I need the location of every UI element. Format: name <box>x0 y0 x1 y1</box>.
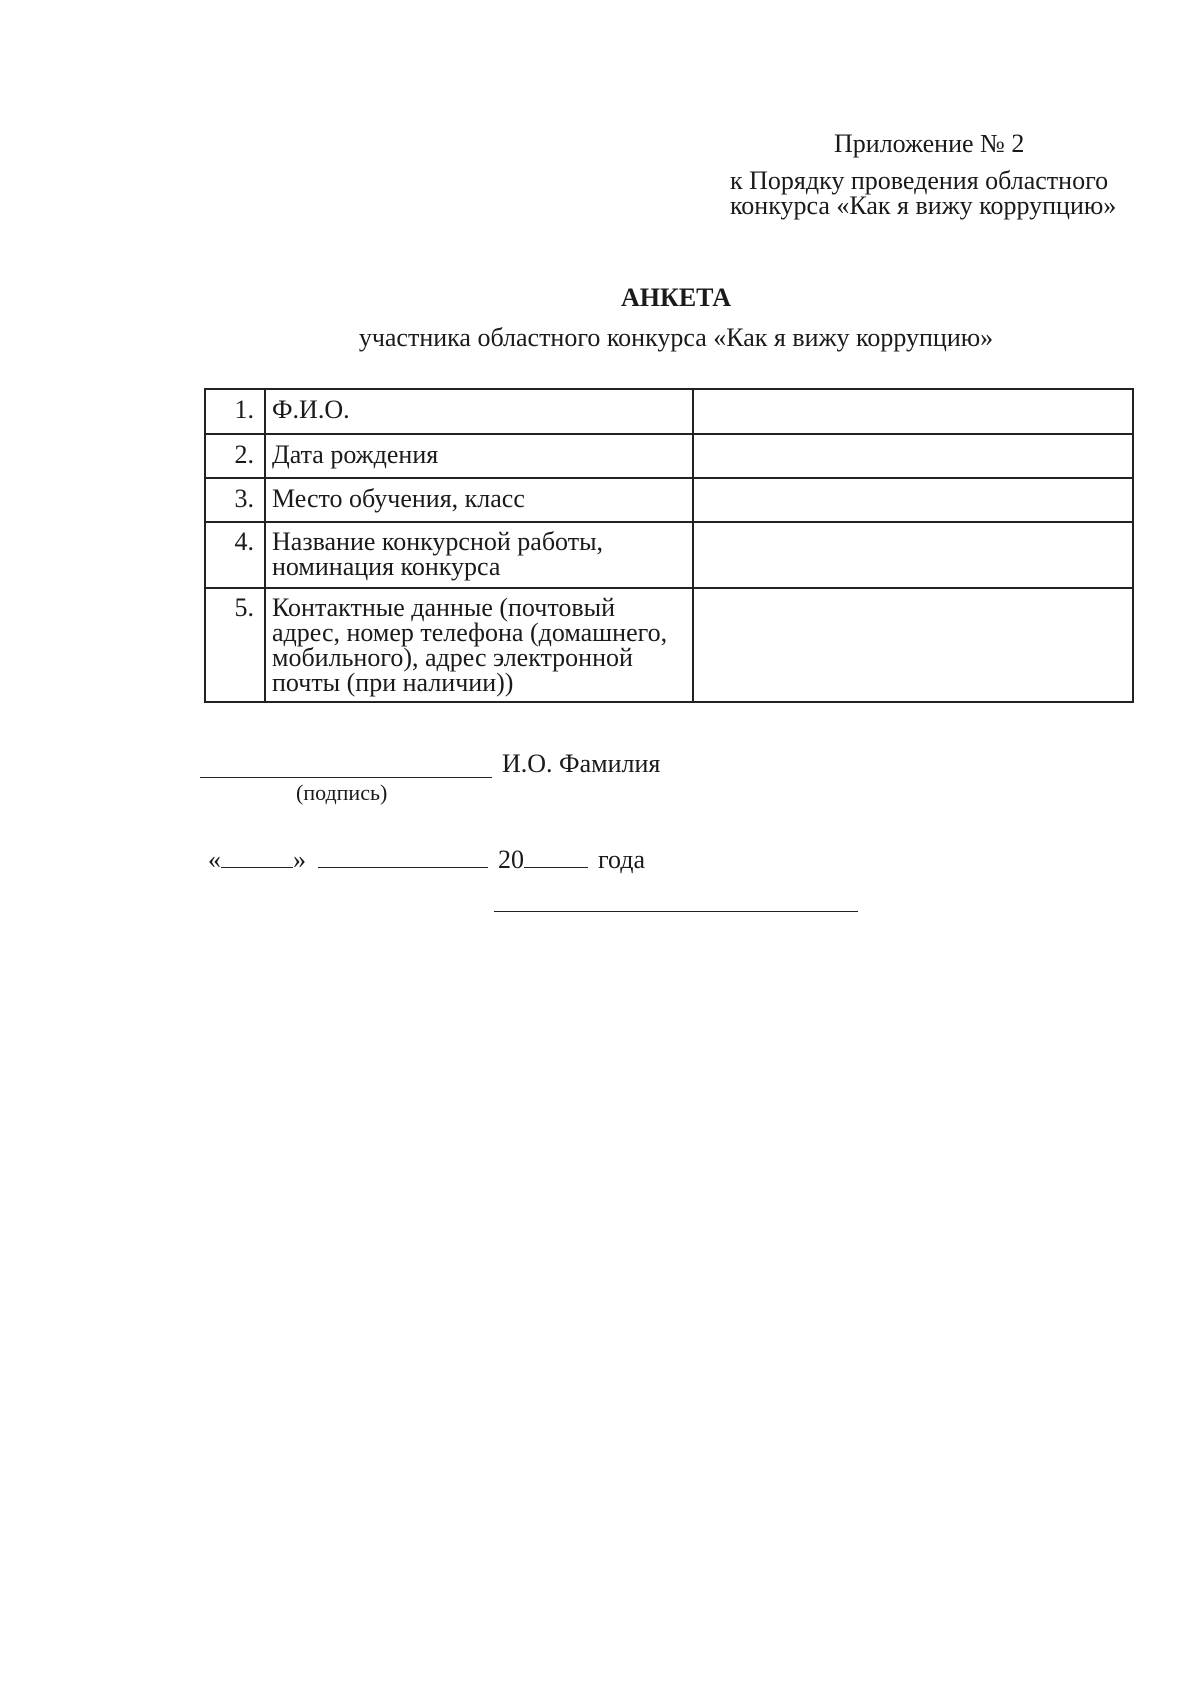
questionnaire-table <box>204 388 1134 703</box>
signature-line[interactable] <box>200 776 492 778</box>
row-number: 1. <box>205 389 265 434</box>
row-value-field[interactable] <box>693 522 1133 588</box>
appendix-ref-line1: к Порядку проведения областного <box>730 166 1109 195</box>
appendix-ref-line2: конкурса «Как я вижу коррупцию» <box>730 191 1117 220</box>
table-row <box>205 434 1133 478</box>
blank-line[interactable] <box>494 910 858 912</box>
row-label: Название конкурсной работы, номинация конкурса <box>265 522 693 588</box>
row-value-field[interactable] <box>693 478 1133 522</box>
signature-caption: (подпись) <box>296 780 388 805</box>
signature-name: И.О. Фамилия <box>502 749 661 778</box>
row-number: 5. <box>205 588 265 702</box>
table-row <box>205 522 1133 588</box>
document-subtitle: участника областного конкурса «Как я вижу коррупцию» <box>358 323 994 352</box>
month-blank[interactable] <box>318 845 488 868</box>
row-number: 2. <box>205 434 265 478</box>
document-title: АНКЕТА <box>620 283 732 312</box>
row-value-field[interactable] <box>693 434 1133 478</box>
open-quote: « <box>208 845 221 874</box>
year-blank[interactable] <box>524 845 588 868</box>
table-row <box>205 588 1133 702</box>
row-value-field[interactable] <box>693 588 1133 702</box>
row-number: 4. <box>205 522 265 588</box>
row-label: Место обучения, класс <box>265 478 693 522</box>
date-row <box>208 844 645 876</box>
row-value-field[interactable] <box>693 389 1133 434</box>
row-label: Ф.И.О. <box>265 389 693 434</box>
year-century: 20 <box>498 845 524 874</box>
table-row <box>205 478 1133 522</box>
table-row <box>205 389 1133 434</box>
appendix-reference <box>730 168 1116 218</box>
row-label: Дата рождения <box>265 434 693 478</box>
appendix-title: Приложение № 2 <box>834 129 1025 158</box>
row-number: 3. <box>205 478 265 522</box>
close-quote: » <box>293 845 306 874</box>
year-suffix: года <box>598 845 646 874</box>
day-blank[interactable] <box>221 845 293 868</box>
row-label: Контактные данные (почтовый адрес, номер телефона (домашнего, мобильного), адрес электронной почты (при наличии)) <box>265 588 693 702</box>
